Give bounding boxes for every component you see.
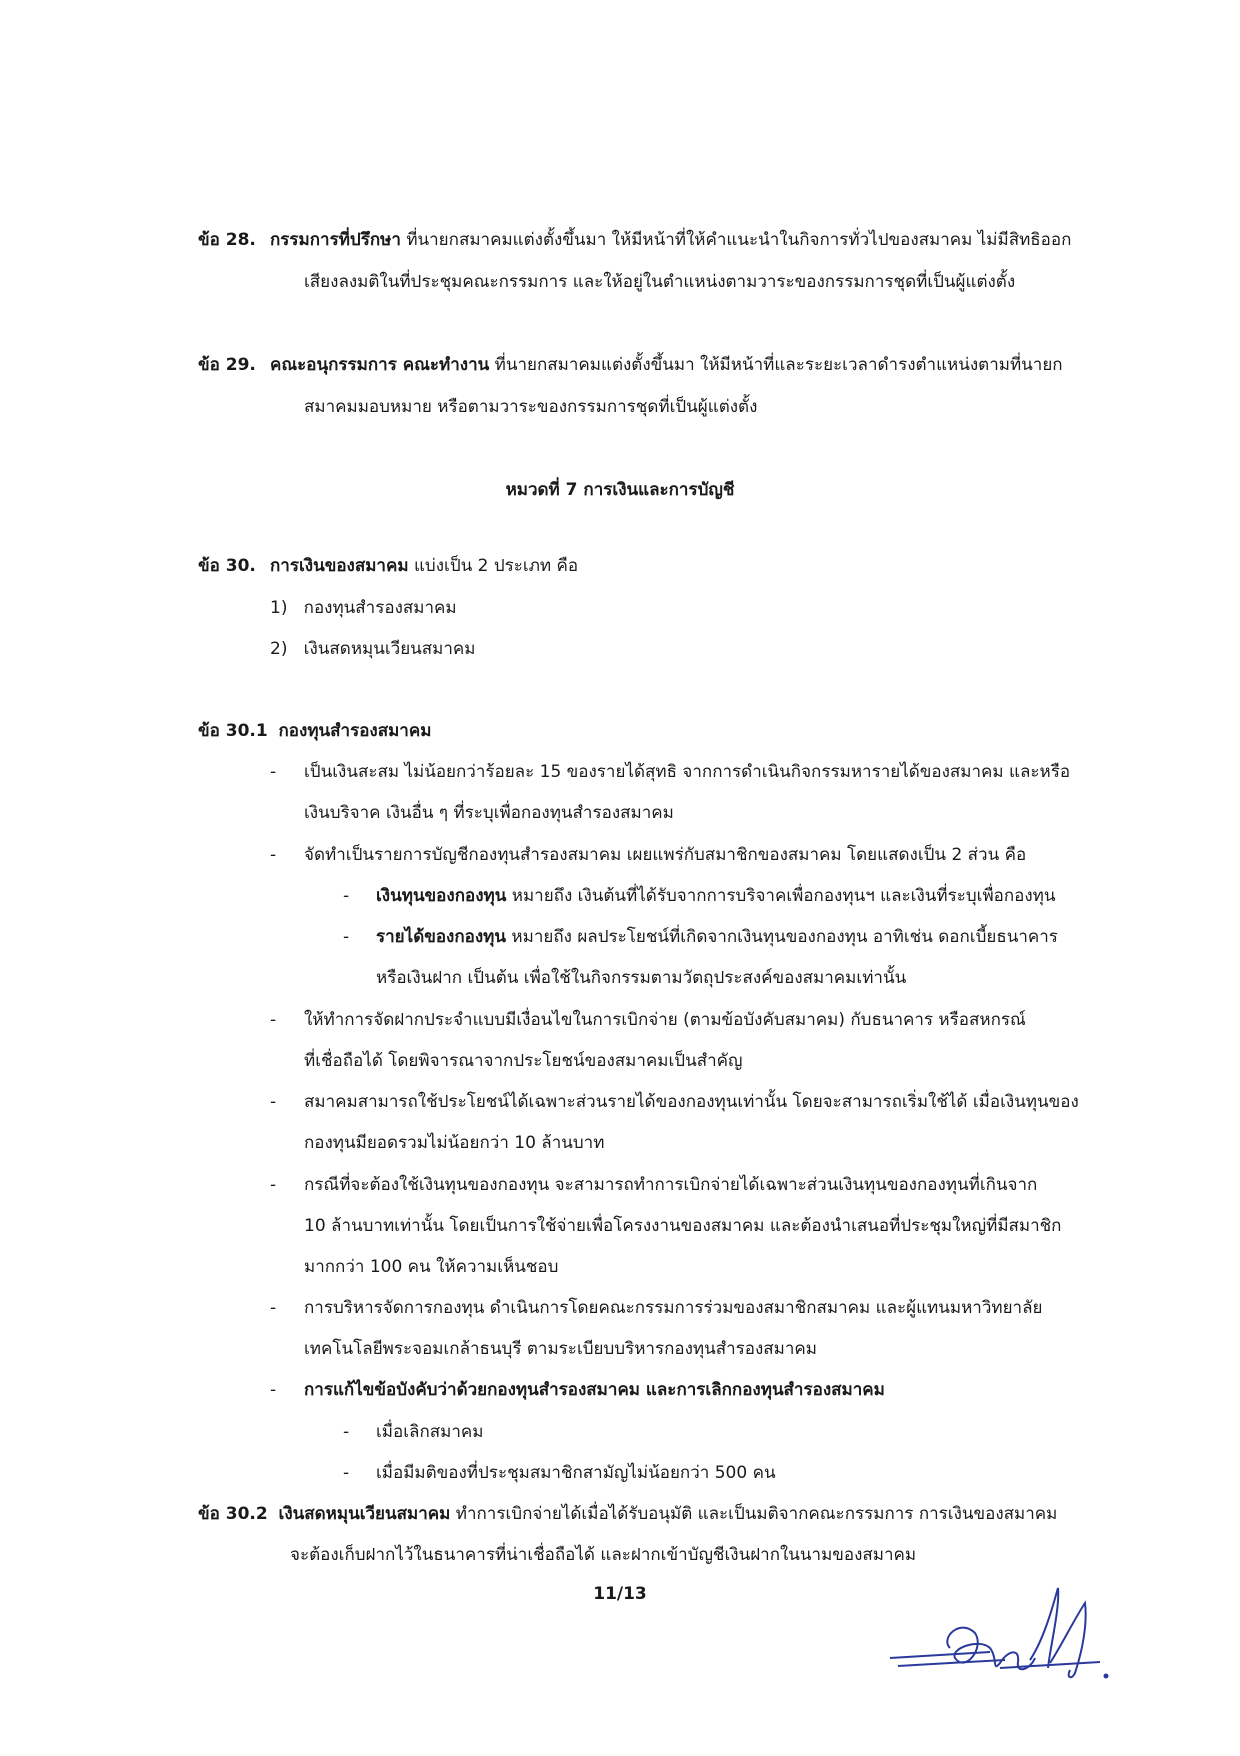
bullet-text: การแก้ไขข้อบังคับว่าด้วยกองทุนสำรองสมาคม และการเลิกกองทุนสำรองสมาคม (304, 1380, 885, 1400)
bullet-dash: - (270, 845, 277, 865)
list-text: เงินสดหมุนเวียนสมาคม (303, 639, 476, 659)
sub-bullet-dash: - (343, 927, 350, 947)
bullet-dash: - (270, 1092, 277, 1112)
clause-number: ข้อ 28. (198, 230, 256, 250)
sub-bullet-text: หมายถึง ผลประโยชน์ที่เกิดจากเงินทุนของกองทุน อาทิเช่น ดอกเบี้ยธนาคาร (511, 927, 1058, 947)
bullet-dash: - (270, 1175, 277, 1195)
sub-bullet-text: เมื่อเลิกสมาคม (376, 1422, 484, 1442)
clause-text: แบ่งเป็น 2 ประเภท คือ (413, 556, 579, 576)
bullet-dash: - (270, 1298, 277, 1318)
sub-bullet (376, 884, 1056, 908)
list-number: 2) (270, 639, 288, 659)
bullet-text: ให้ทำการจัดฝากประจำแบบมีเงื่อนไขในการเบิกจ่าย (ตามข้อบังคับสมาคม) กับธนาคาร หรือสหกรณ์ (304, 1010, 1026, 1030)
sub-bullet-title: รายได้ของกองทุน (376, 927, 506, 947)
sub-bullet-text: หรือเงินฝาก เป็นต้น เพื่อใช้ในกิจกรรมตามวัตถุประสงค์ของสมาคมเท่านั้น (376, 968, 907, 988)
clause-number: ข้อ 30.2 (198, 1504, 268, 1524)
bullet-text: การบริหารจัดการกองทุน ดำเนินการโดยคณะกรรมการร่วมของสมาชิกสมาคม และผู้แทนมหาวิทยาลัย (304, 1298, 1043, 1318)
clause-number: ข้อ 29. (198, 355, 256, 375)
sub-bullet-dash: - (343, 1422, 350, 1442)
clause-text: จะต้องเก็บฝากไว้ในธนาคารที่น่าเชื่อถือได้ และฝากเข้าบัญชีเงินฝากในนามของสมาคม (290, 1545, 917, 1565)
bullet-text: จัดทำเป็นรายการบัญชีกองทุนสำรองสมาคม เผยแพร่กับสมาชิกของสมาคม โดยแสดงเป็น 2 ส่วน คือ (304, 845, 1027, 865)
bullet-text: เทคโนโลยีพระจอมเกล้าธนบุรี ตามระเบียบบริหารกองทุนสำรองสมาคม (304, 1339, 817, 1359)
clause-text: เสียงลงมติในที่ประชุมคณะกรรมการ และให้อยู่ในตำแหน่งตามวาระของกรรมการชุดที่เป็นผู้แต่งตั้ง (304, 272, 1016, 292)
signature-image (880, 1578, 1140, 1698)
sub-bullet-dash: - (343, 886, 350, 906)
bullet-dash: - (270, 762, 277, 782)
bullet-text: กองทุนมียอดรวมไม่น้อยกว่า 10 ล้านบาท (304, 1133, 605, 1153)
bullet-text: ที่เชื่อถือได้ โดยพิจารณาจากประโยชน์ของสมาคมเป็นสำคัญ (304, 1051, 743, 1071)
list-number: 1) (270, 598, 288, 618)
clause-text: ทำการเบิกจ่ายได้เมื่อได้รับอนุมัติ และเป็นมติจากคณะกรรมการ การเงินของสมาคม (455, 1504, 1058, 1524)
clause-title: กองทุนสำรองสมาคม (278, 721, 432, 741)
list-text: กองทุนสำรองสมาคม (303, 598, 457, 618)
bullet-text: สมาคมสามารถใช้ประโยชน์ได้เฉพาะส่วนรายได้ของกองทุนเท่านั้น โดยจะสามารถเริ่มใช้ได้ เมื่อเงินทุนของ (304, 1092, 1079, 1112)
bullet-dash: - (270, 1010, 277, 1030)
clause-title: คณะอนุกรรมการ คณะทำงาน (270, 355, 490, 375)
page-number: 11/13 (593, 1584, 647, 1604)
clause-text: สมาคมมอบหมาย หรือตามวาระของกรรมการชุดที่เป็นผู้แต่งตั้ง (304, 397, 758, 417)
clause-number: ข้อ 30. (198, 556, 256, 576)
sub-bullet-title: เงินทุนของกองทุน (376, 886, 507, 906)
bullet-text: กรณีที่จะต้องใช้เงินทุนของกองทุน จะสามารถทำการเบิกจ่ายได้เฉพาะส่วนเงินทุนของกองทุนที่เกินจาก (304, 1175, 1038, 1195)
bullet-text: 10 ล้านบาทเท่านั้น โดยเป็นการใช้จ่ายเพื่อโครงงานของสมาคม และต้องนำเสนอที่ประชุมใหญ่ที่มีสมาชิก (304, 1216, 1062, 1236)
sub-bullet-text: หมายถึง เงินต้นที่ได้รับจากการบริจาคเพื่อกองทุนฯ และเงินที่ระบุเพื่อกองทุน (511, 886, 1056, 906)
list-item (270, 596, 457, 620)
sub-bullet-dash: - (343, 1463, 350, 1483)
bullet-dash: - (270, 1380, 277, 1400)
clause-text: ที่นายกสมาคมแต่งตั้งขึ้นมา ให้มีหน้าที่ให้คำแนะนำในกิจการทั่วไปของสมาคม ไม่มีสิทธิออก (406, 230, 1072, 250)
clause-title: เงินสดหมุนเวียนสมาคม (278, 1504, 451, 1524)
section-heading: หมวดที่ 7 การเงินและการบัญชี (505, 480, 735, 500)
clause-number: ข้อ 30.1 (198, 721, 268, 741)
sub-bullet-text: เมื่อมีมติของที่ประชุมสมาชิกสามัญไม่น้อยกว่า 500 คน (376, 1463, 776, 1483)
clause-title: กรรมการที่ปรึกษา (270, 230, 401, 250)
clause-text: ที่นายกสมาคมแต่งตั้งขึ้นมา ให้มีหน้าที่และระยะเวลาดำรงตำแหน่งตามที่นายก (494, 355, 1063, 375)
bullet-text: มากกว่า 100 คน ให้ความเห็นชอบ (304, 1257, 559, 1277)
bullet-text: เงินบริจาค เงินอื่น ๆ ที่ระบุเพื่อกองทุนสำรองสมาคม (304, 803, 674, 823)
list-item (270, 637, 476, 661)
clause-title: การเงินของสมาคม (270, 556, 409, 576)
bullet-text: เป็นเงินสะสม ไม่น้อยกว่าร้อยละ 15 ของรายได้สุทธิ จากการดำเนินกิจกรรมหารายได้ของสมาคม และหรือ (304, 762, 1071, 782)
sub-bullet (376, 925, 1058, 949)
